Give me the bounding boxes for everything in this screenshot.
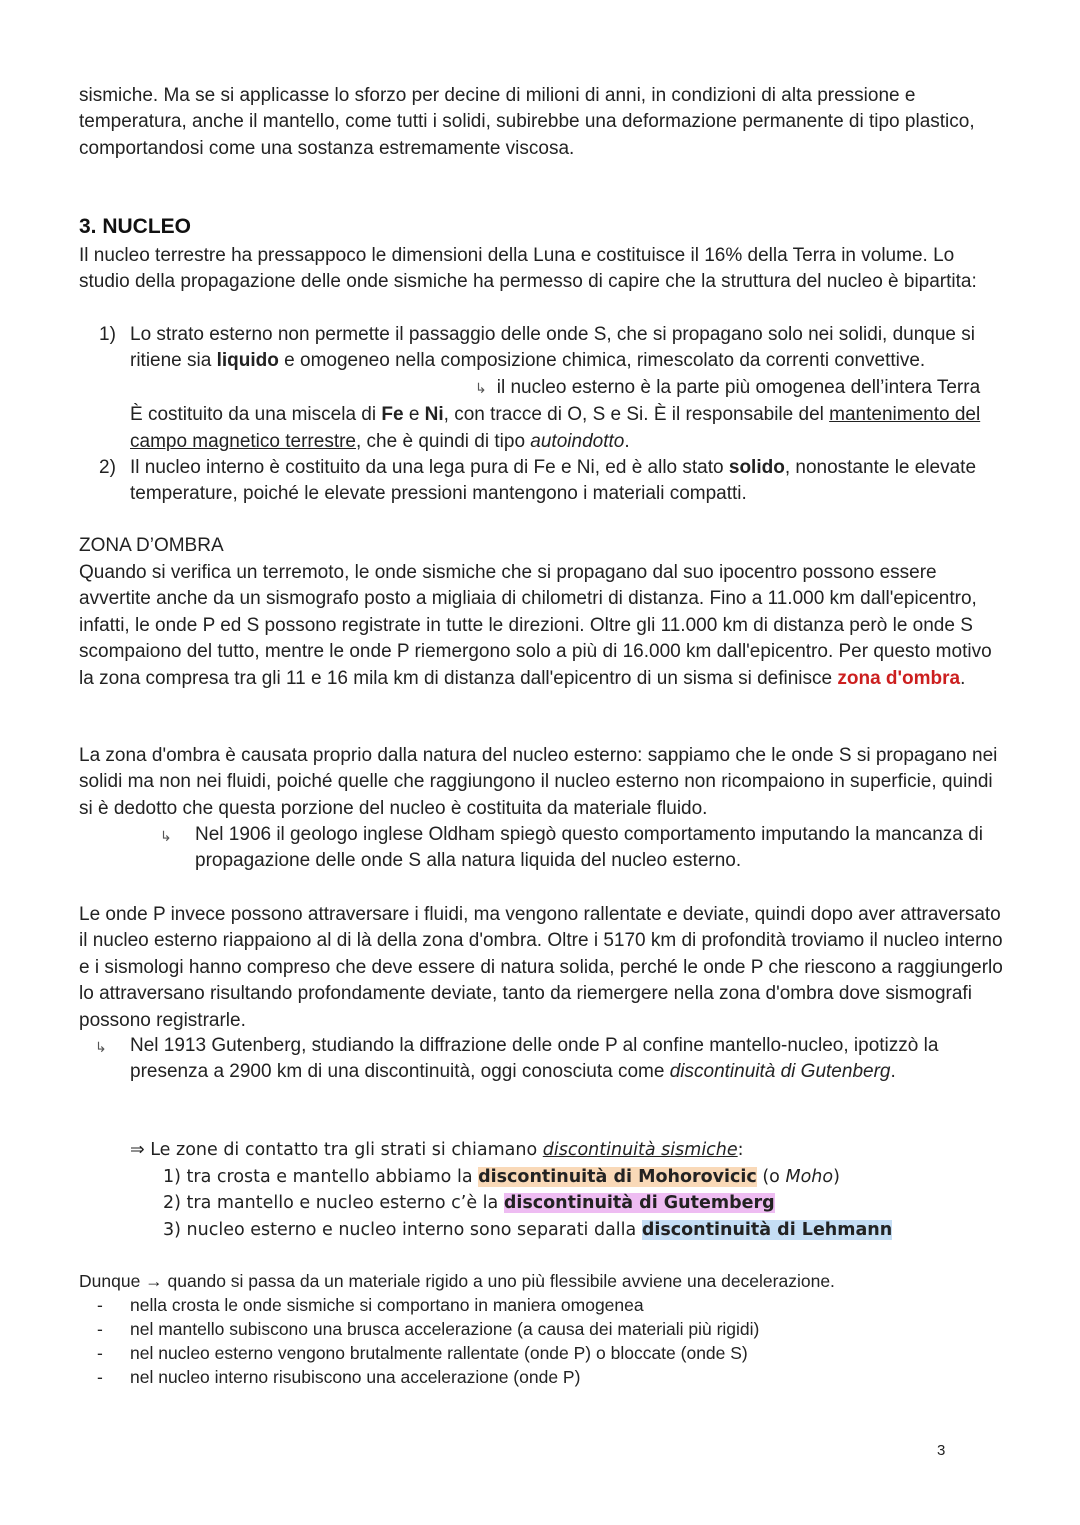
zona-ombra-highlight: zona d'ombra [837,667,961,689]
gutemberg-highlight: discontinuità di Gutemberg [503,1193,775,1214]
arrow-icon: ↳ [95,1040,107,1056]
list-item: 1) tra crosta e mantello abbiamo la discontinuità di Mohorovicic (o Moho) [163,1167,840,1187]
list-number: 1) [99,324,116,345]
implies-arrow: ⇒ [130,1140,145,1160]
nucleo-paragraph: Il nucleo terrestre ha pressappoco le dimensioni della Luna e costituisce il 16% della Terra in volume. Lo studio della propagazione delle onde sismiche ha permesso di capire che la struttura del nucleo è bipartita: [79,245,977,293]
lehmann-highlight: discontinuità di Lehmann [641,1219,893,1240]
zona-ombra-paragraph-1: Quando si verifica un terremoto, le onde sismiche che si propagano dal suo ipocentro possono essere avvertite anche da un sismografo posto a migliaia di chilometri di distanza. Fino a 11.000 km dall'epicentro, infatti, le onde P ed S possono registrate in tutte le direzioni. Oltre gli 11.000 km di distanza però le onde S scompaiono del tutto, mentre le onde P riemergono solo a più di 16.000 km dall'epicentro. Per questo motivo la zona compresa tra gli 11 e 16 mila km di distanza dall'epicentro di un sisma si definisce zona d'ombra. [79,562,992,689]
oldham-note: ↳ Nel 1906 il geologo inglese Oldham spiegò questo comportamento imputando la mancanza di propagazione delle onde S alla natura liquida del nucleo esterno. [160,824,983,872]
list-item: - nel nucleo interno risubiscono una accelerazione (onde P) [97,1367,581,1387]
section-heading-nucleo: 3. NUCLEO [79,215,192,238]
page-number: 3 [937,1442,946,1459]
gutenberg-note: ↳ Nel 1913 Gutenberg, studiando la diffrazione delle onde P al confine mantello-nucleo, ipotizzò la presenza a 2900 km di una discontinuità, oggi conosciuta come discontinuità di Gutenberg. [95,1035,939,1083]
zona-ombra-heading: ZONA D’OMBRA [79,535,224,556]
zona-ombra-paragraph-2: La zona d'ombra è causata proprio dalla natura del nucleo esterno: sappiamo che le onde S si propagano nei solidi ma non nei fluidi, poiché quelle che raggiungono il nucleo esterno non ricompaiono in superficie, quindi si è dedotto che questa porzione del nucleo è costituita da materiale fluido. [79,745,998,819]
list-item: - nella crosta le onde sismiche si comportano in maniera omogenea [97,1295,644,1315]
list-item: - nel mantello subiscono una brusca accelerazione (a causa dei materiali più rigidi) [97,1319,760,1339]
item-continuation: È costituito da una miscela di Fe e Ni, con tracce di O, S e Si. È il responsabile del mantenimento del campo magnetico terrestre, che è quindi di tipo autoindotto. [130,404,981,452]
nucleo-list [79,322,1009,508]
moho-highlight: discontinuità di Mohorovicic [478,1167,757,1187]
intro-paragraph: sismiche. Ma se si applicasse lo sforzo per decine di milioni di anni, in condizioni di alta pressione e temperatura, anche il mantello, come tutti i solidi, subirebbe una deformazione permanente di tipo plastico, comportandosi come una sostanza estremamente viscosa. [79,85,975,159]
discontinuita-list [163,1164,1013,1243]
list-number: 2) [99,457,116,479]
zona-ombra-paragraph-3: Le onde P invece possono attraversare i fluidi, ma vengono rallentate e deviate, quindi dopo aver attraversato il nucleo esterno riappaiono al di là della zona d'ombra. Oltre i 5170 km di profondità troviamo il nucleo interno e i sismologi hanno compreso che deve essere di natura solida, perché le onde P che riescono a raggiungerlo lo attraversano risultando profondamente deviate, tanto da riemergere nella zona d'ombra dove sismografi possono registrarle. [79,904,1003,1031]
arrow-icon: ↳ [160,829,172,845]
dunque-intro: Dunque → quando si passa da un materiale rigido a uno più flessibile avviene una decelerazione. [79,1271,835,1291]
list-item: 2) tra mantello e nucleo esterno c’è la discontinuità di Gutemberg [163,1193,775,1214]
side-note: ↳ il nucleo esterno è la parte più omogenea dell’intera Terra [130,375,1009,402]
list-item: - nel nucleo esterno vengono brutalmente rallentate (onde P) o bloccate (onde S) [97,1343,748,1363]
arrow-icon: ↳ [475,380,487,397]
discontinuita-intro: ⇒ Le zone di contatto tra gli strati si chiamano discontinuità sismiche: [130,1140,744,1160]
list-item: 1) Lo strato esterno non permette il passaggio delle onde S, che si propagano solo nei solidi, dunque si ritiene sia liquido e omogeneo nella composizione chimica, rimescolato da correnti convettive. ↳ il nucleo esterno è la parte più omogenea dell’intera Terra È costituito da una miscela di Fe e Ni, con tracce di O, S e Si. È il responsabile del mantenimento del campo magnetico terrestre, che è quindi di tipo autoindotto. [79,322,1009,455]
list-item: 2) Il nucleo interno è costituito da una lega pura di Fe e Ni, ed è allo stato solido, nonostante le elevate temperature, poiché le elevate pressioni mantengono i materiali compatti. [99,457,977,505]
dunque-list [79,1293,1009,1389]
list-item: 3) nucleo esterno e nucleo interno sono separati dalla discontinuità di Lehmann [163,1219,893,1240]
